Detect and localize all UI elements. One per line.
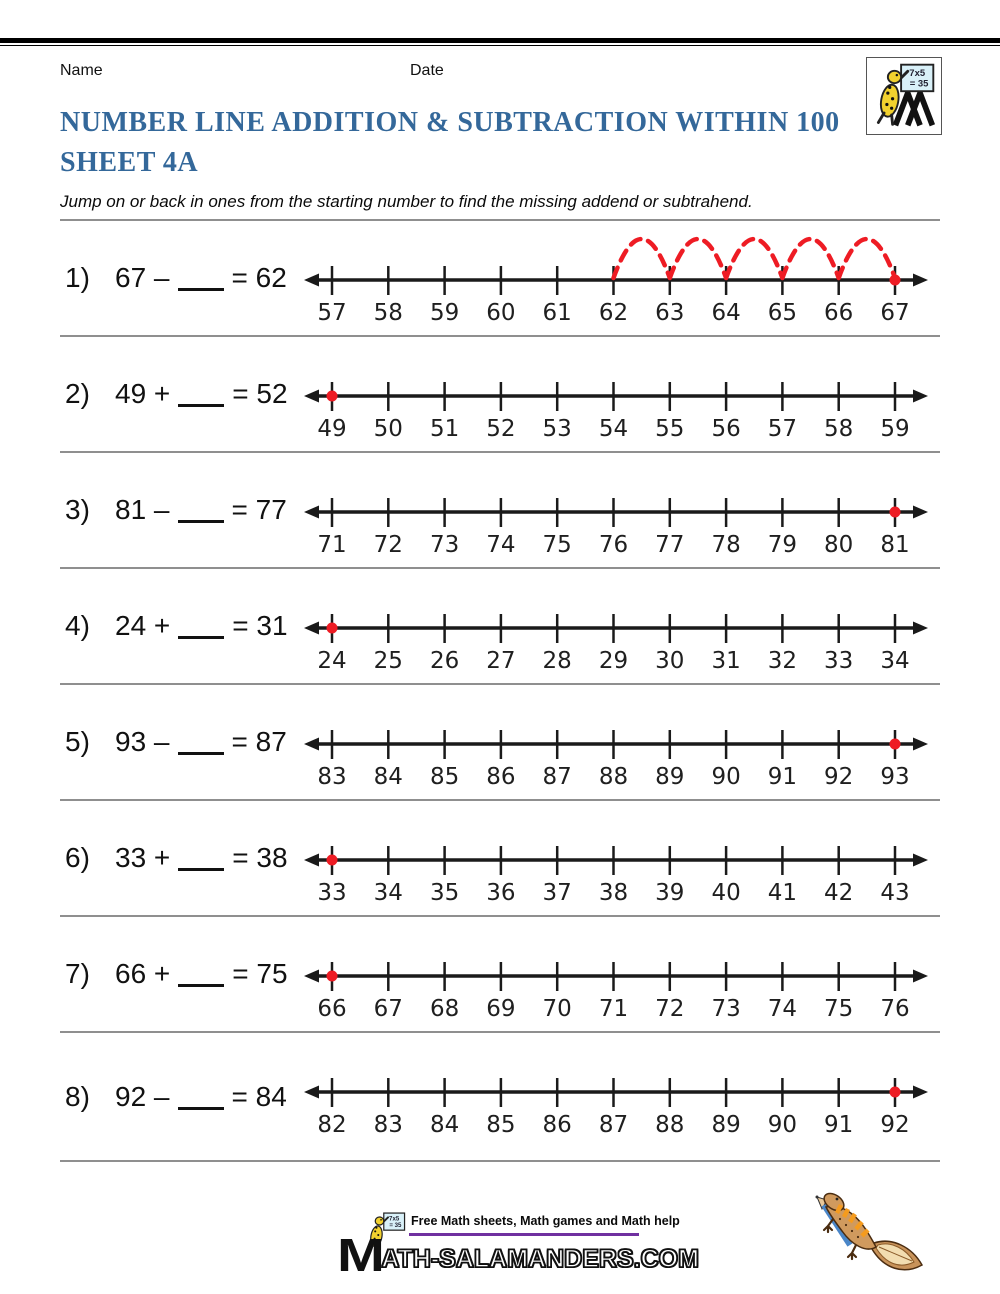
answer-blank	[178, 848, 224, 871]
problem-row	[60, 917, 940, 1033]
equation-after-blank: = 38	[232, 842, 288, 873]
svg-text:62: 62	[598, 300, 629, 326]
answer-blank	[178, 616, 224, 639]
problem-statement	[60, 1033, 300, 1160]
svg-text:53: 53	[542, 416, 572, 442]
svg-text:73: 73	[429, 532, 460, 558]
svg-text:50: 50	[373, 416, 403, 442]
answer-blank	[178, 732, 224, 755]
number-line	[300, 570, 940, 680]
footer-tagline: Free Math sheets, Math games and Math help	[411, 1214, 680, 1228]
problem-equation	[115, 378, 288, 410]
svg-text:89: 89	[655, 764, 685, 790]
svg-text:49: 49	[317, 416, 347, 442]
problem-statement	[60, 221, 300, 335]
svg-text:34: 34	[373, 880, 403, 906]
problem-statement	[60, 685, 300, 799]
svg-text:92: 92	[880, 1112, 910, 1138]
svg-text:92: 92	[824, 764, 854, 790]
problem-number: 8)	[65, 1080, 90, 1112]
svg-text:85: 85	[429, 764, 460, 790]
svg-text:41: 41	[767, 880, 798, 906]
svg-text:58: 58	[824, 416, 854, 442]
problem-row	[60, 337, 940, 453]
equation-before-blank: 92 –	[115, 1080, 170, 1112]
date-label: Date	[410, 62, 444, 79]
salamander-logo-icon	[867, 58, 939, 132]
sheet-subtitle: SHEET 4A	[60, 147, 199, 178]
equation-after-blank: = 87	[231, 726, 287, 757]
svg-text:35: 35	[429, 880, 460, 906]
problem-statement	[60, 453, 300, 567]
svg-text:38: 38	[598, 880, 629, 906]
svg-text:33: 33	[824, 648, 854, 674]
problem-equation	[115, 1081, 287, 1113]
footer-site-name	[337, 1229, 699, 1281]
svg-text:25: 25	[373, 648, 403, 674]
svg-text:37: 37	[542, 880, 572, 906]
svg-text:90: 90	[767, 1112, 798, 1138]
svg-text:58: 58	[373, 300, 403, 326]
number-line	[300, 802, 940, 912]
svg-text:78: 78	[711, 532, 741, 558]
svg-text:85: 85	[486, 1112, 516, 1138]
svg-text:32: 32	[767, 648, 798, 674]
svg-text:65: 65	[767, 300, 798, 326]
svg-text:40: 40	[711, 880, 741, 906]
svg-text:61: 61	[542, 300, 572, 326]
equation-after-blank: = 75	[232, 958, 288, 989]
svg-text:82: 82	[317, 1112, 347, 1138]
problem-number: 2)	[65, 378, 90, 409]
svg-text:51: 51	[429, 416, 460, 442]
equation-after-blank: = 62	[231, 262, 287, 293]
svg-text:91: 91	[767, 764, 798, 790]
svg-text:66: 66	[824, 300, 854, 326]
svg-text:66: 66	[317, 996, 347, 1022]
svg-text:75: 75	[824, 996, 854, 1022]
math-salamanders-logo	[866, 57, 942, 135]
svg-text:42: 42	[824, 880, 854, 906]
number-line	[300, 918, 940, 1028]
problem-number: 1)	[65, 262, 90, 293]
problem-row	[60, 569, 940, 685]
equation-after-blank: = 84	[231, 1080, 287, 1112]
svg-text:93: 93	[880, 764, 910, 790]
problem-equation	[115, 610, 288, 642]
svg-text:74: 74	[486, 532, 516, 558]
problem-statement	[60, 569, 300, 683]
svg-text:91: 91	[824, 1112, 854, 1138]
page-title: NUMBER LINE ADDITION & SUBTRACTION WITHIN 100	[60, 107, 840, 138]
pencil-salamander-icon	[800, 1185, 940, 1280]
svg-text:89: 89	[711, 1112, 741, 1138]
svg-text:36: 36	[486, 880, 516, 906]
svg-text:30: 30	[655, 648, 685, 674]
svg-text:24: 24	[317, 648, 347, 674]
problem-statement	[60, 337, 300, 451]
number-line	[300, 1034, 940, 1144]
problem-equation	[115, 958, 288, 990]
svg-text:57: 57	[317, 300, 347, 326]
number-line	[300, 222, 940, 332]
equation-before-blank: 33 +	[115, 842, 171, 873]
svg-text:88: 88	[655, 1112, 685, 1138]
site-initial: M	[337, 1229, 385, 1281]
svg-text:26: 26	[429, 648, 460, 674]
answer-blank	[178, 1087, 224, 1110]
svg-text:86: 86	[486, 764, 516, 790]
svg-text:57: 57	[767, 416, 798, 442]
name-date-row	[0, 62, 1000, 82]
problem-equation	[115, 262, 287, 294]
svg-text:67: 67	[880, 300, 910, 326]
site-rest: ATH-SALAMANDERS.COM	[381, 1245, 699, 1273]
answer-blank	[178, 964, 224, 987]
problems-list	[60, 221, 940, 1162]
problem-row	[60, 1033, 940, 1162]
svg-text:52: 52	[486, 416, 516, 442]
svg-text:68: 68	[429, 996, 460, 1022]
svg-text:70: 70	[542, 996, 572, 1022]
svg-text:76: 76	[598, 532, 629, 558]
svg-text:87: 87	[542, 764, 572, 790]
svg-text:81: 81	[880, 532, 910, 558]
svg-text:29: 29	[598, 648, 629, 674]
svg-text:34: 34	[880, 648, 910, 674]
svg-text:64: 64	[711, 300, 741, 326]
problem-number: 4)	[65, 610, 90, 641]
equation-before-blank: 24 +	[115, 610, 171, 641]
equation-after-blank: = 52	[232, 378, 288, 409]
svg-text:72: 72	[373, 532, 403, 558]
equation-after-blank: = 77	[231, 494, 287, 525]
svg-text:63: 63	[655, 300, 685, 326]
svg-text:69: 69	[486, 996, 516, 1022]
svg-text:39: 39	[655, 880, 685, 906]
number-line	[300, 338, 940, 448]
svg-text:72: 72	[655, 996, 685, 1022]
svg-text:84: 84	[373, 764, 403, 790]
equation-before-blank: 66 +	[115, 958, 171, 989]
svg-text:55: 55	[655, 416, 685, 442]
svg-text:74: 74	[767, 996, 798, 1022]
equation-after-blank: = 31	[232, 610, 288, 641]
problem-equation	[115, 726, 287, 758]
svg-text:67: 67	[373, 996, 403, 1022]
problem-row	[60, 801, 940, 917]
svg-text:71: 71	[317, 532, 347, 558]
answer-blank	[178, 268, 224, 291]
svg-text:80: 80	[824, 532, 854, 558]
svg-text:73: 73	[711, 996, 741, 1022]
svg-text:87: 87	[598, 1112, 629, 1138]
svg-text:86: 86	[542, 1112, 572, 1138]
answer-blank	[178, 500, 224, 523]
svg-text:77: 77	[655, 532, 685, 558]
svg-text:83: 83	[373, 1112, 403, 1138]
svg-text:79: 79	[767, 532, 798, 558]
equation-before-blank: 67 –	[115, 262, 170, 293]
problem-equation	[115, 842, 288, 874]
svg-text:28: 28	[542, 648, 572, 674]
problem-number: 7)	[65, 958, 90, 989]
problem-number: 3)	[65, 494, 90, 525]
instruction-text: Jump on or back in ones from the starting number to find the missing addend or subtrahend.	[60, 192, 753, 211]
svg-text:71: 71	[598, 996, 629, 1022]
svg-text:27: 27	[486, 648, 516, 674]
svg-text:43: 43	[880, 880, 910, 906]
footer-brand	[337, 1210, 699, 1288]
problem-equation	[115, 494, 287, 526]
number-line	[300, 454, 940, 564]
problem-statement	[60, 917, 300, 1031]
problem-row	[60, 221, 940, 337]
equation-before-blank: 49 +	[115, 378, 171, 409]
svg-text:60: 60	[486, 300, 516, 326]
svg-text:33: 33	[317, 880, 347, 906]
top-border-thick	[0, 38, 1000, 43]
equation-before-blank: 81 –	[115, 494, 170, 525]
svg-text:59: 59	[880, 416, 910, 442]
top-border-thin	[0, 45, 1000, 46]
svg-text:90: 90	[711, 764, 741, 790]
svg-text:56: 56	[711, 416, 741, 442]
problem-statement	[60, 801, 300, 915]
svg-text:59: 59	[429, 300, 460, 326]
problem-row	[60, 453, 940, 569]
svg-text:54: 54	[598, 416, 629, 442]
svg-text:83: 83	[317, 764, 347, 790]
problem-row	[60, 685, 940, 801]
equation-before-blank: 93 –	[115, 726, 170, 757]
number-line	[300, 686, 940, 796]
svg-text:84: 84	[429, 1112, 460, 1138]
name-label: Name	[60, 62, 103, 79]
svg-text:31: 31	[711, 648, 741, 674]
answer-blank	[178, 384, 224, 407]
svg-text:75: 75	[542, 532, 572, 558]
problem-number: 6)	[65, 842, 90, 873]
svg-text:88: 88	[598, 764, 629, 790]
problem-number: 5)	[65, 726, 90, 757]
svg-text:76: 76	[880, 996, 910, 1022]
